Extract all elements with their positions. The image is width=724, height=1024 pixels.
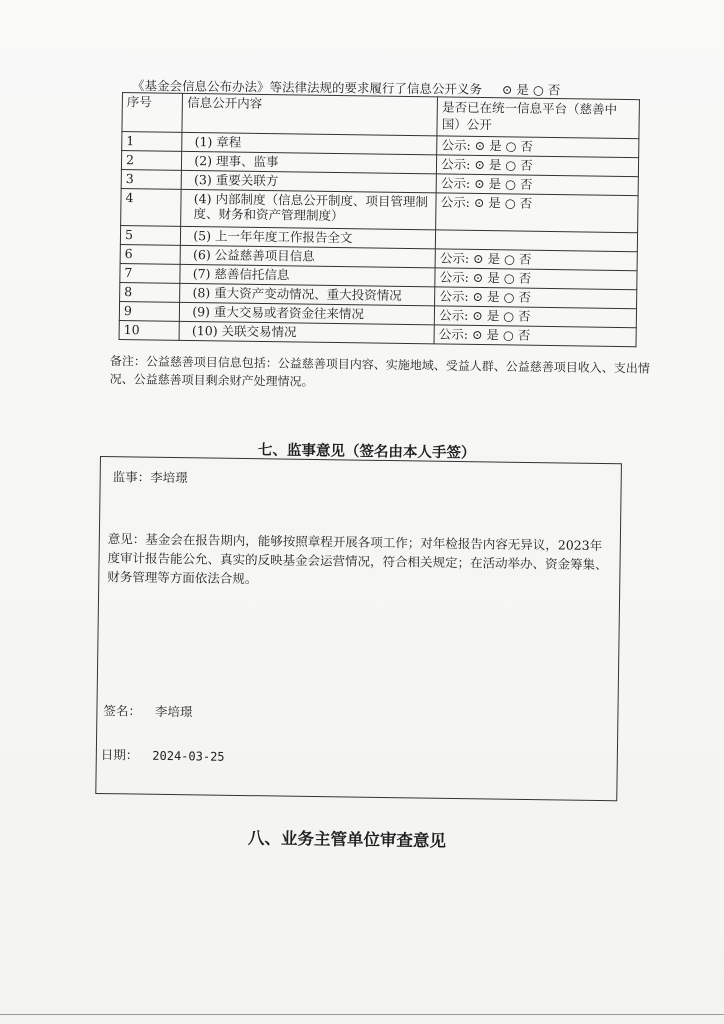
row-publication: 公示: ⊙ 是 ○ 否 xyxy=(436,174,638,196)
row-publication: 公示: ⊙ 是 ○ 否 xyxy=(435,287,637,309)
signature-name: 李培璟 xyxy=(154,703,193,720)
signature-line xyxy=(103,701,192,720)
row-publication: 公示: ⊙ 是 ○ 否 xyxy=(434,325,636,347)
row-content-text: (3) 重要关联方 xyxy=(193,172,279,189)
row-seq: 1 xyxy=(122,132,183,152)
row-content-text: (6) 公益慈善项目信息 xyxy=(192,247,315,264)
row-content-text: (2) 理事、监事 xyxy=(194,153,279,170)
supervisor-line xyxy=(113,467,188,486)
disclosure-table xyxy=(119,92,640,347)
scan-edge-line xyxy=(0,1014,724,1015)
row-publication: 公示: ⊙ 是 ○ 否 xyxy=(437,136,639,158)
row-publication: 公示: ⊙ 是 ○ 否 xyxy=(436,193,638,233)
header-content: 信息公开内容 xyxy=(182,93,437,136)
row-content-text: (1) 章程 xyxy=(194,134,242,150)
row-content-text: (8) 重大资产变动情况、重大投资情况 xyxy=(192,285,402,303)
date-line xyxy=(101,745,225,765)
section8-title: 八、业务主管单位审查意见 xyxy=(247,828,447,851)
row-seq: 3 xyxy=(121,169,182,189)
signature-label: 签名： xyxy=(103,703,142,719)
row-seq: 7 xyxy=(120,263,181,283)
row-publication: 公示: ⊙ 是 ○ 否 xyxy=(435,268,637,290)
table-note: 备注：公益慈善项目信息包括：公益慈善项目内容、实施地域、受益人群、公益慈善项目收入、支出情况、公益慈善项目剩余财产处理情况。 xyxy=(109,353,650,389)
row-publication: 公示: ⊙ 是 ○ 否 xyxy=(435,249,637,271)
opinion-paragraph xyxy=(107,529,612,593)
disclosure-intro-option: ⊙ 是 ○ 否 xyxy=(501,81,561,98)
row-seq: 4 xyxy=(121,188,182,226)
row-content-text: (4) 内部制度（信息公开制度、项目管理制度、财务和资产管理制度） xyxy=(193,191,429,224)
row-seq: 9 xyxy=(119,301,180,321)
header-publication: 是否已在统一信息平台（慈善中国）公开 xyxy=(437,97,639,139)
row-content-text: (9) 重大交易或者资金往来情况 xyxy=(192,304,365,322)
header-seq: 序号 xyxy=(122,93,183,133)
row-content-text: (10) 关联交易情况 xyxy=(191,323,297,340)
row-seq: 8 xyxy=(120,282,181,302)
row-content-text: (5) 上一年年度工作报告全文 xyxy=(193,228,353,246)
row-publication: 公示: ⊙ 是 ○ 否 xyxy=(437,155,639,177)
opinion-text: 基金会在报告期内，能够按照章程开展各项工作；对年检报告内容无异议，2023年度审计报告能公允、真实的反映基金会运营情况，符合相关规定；在活动举办、资金筹集、财务管理等方面依法合规。 xyxy=(107,531,608,587)
row-content-text: (7) 慈善信托信息 xyxy=(192,266,290,283)
date-value: 2024-03-25 xyxy=(152,748,225,764)
row-seq: 5 xyxy=(120,225,181,245)
supervisor-label: 监事： xyxy=(112,469,151,485)
supervisor-opinion-box xyxy=(95,456,622,801)
row-publication: 公示: ⊙ 是 ○ 否 xyxy=(434,306,636,328)
row-content xyxy=(181,189,436,230)
row-seq: 2 xyxy=(121,151,182,171)
row-seq: 6 xyxy=(120,244,181,264)
disclosure-table-wrap xyxy=(119,92,640,347)
date-label: 日期： xyxy=(100,747,139,763)
row-seq: 10 xyxy=(119,320,180,340)
disclosure-intro-text: 《基金会信息公布办法》等法律法规的要求履行了信息公开义务 xyxy=(131,78,483,97)
section7-title: 七、监事意见（签名由本人手签） xyxy=(257,441,476,462)
supervisor-name: 李培璟 xyxy=(150,469,188,486)
opinion-label: 意见： xyxy=(107,531,146,547)
row-content xyxy=(179,321,434,344)
